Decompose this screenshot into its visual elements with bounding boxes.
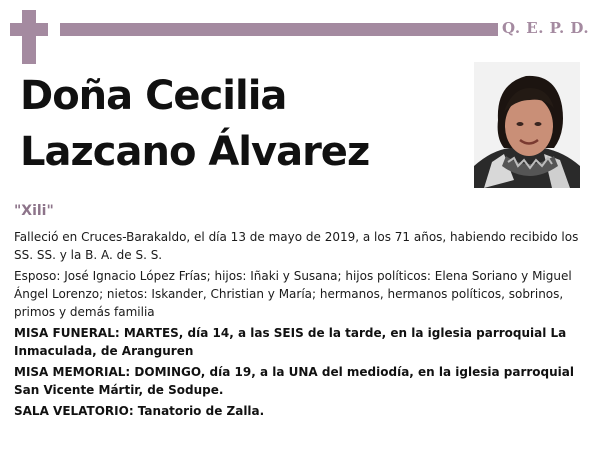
portrait-photo — [474, 62, 580, 188]
death-notice-paragraph: Falleció en Cruces-Barakaldo, el día 13 de mayo de 2019, a los 71 años, habiendo recibido los SS. SS. y la B. A. de S. S. — [14, 230, 579, 262]
nickname: "Xili" — [14, 203, 54, 219]
portrait-image — [474, 62, 580, 188]
deceased-name — [20, 68, 369, 180]
obituary-body — [14, 228, 586, 423]
funeral-mass-paragraph: MISA FUNERAL: MARTES, día 14, a las SEIS de la tarde, en la iglesia parroquial La Inmaculada, de Aranguren — [14, 326, 567, 358]
header-rule — [60, 23, 498, 36]
family-paragraph: Esposo: José Ignacio López Frías; hijos: Iñaki y Susana; hijos políticos: Elena Soriano y Miguel Ángel Lorenzo; nietos: Iskander, Christian y María; hermanos, hermanos políticos, sobrinos, primos y demás familia — [14, 269, 572, 319]
cross-vertical-bar — [22, 10, 36, 64]
cross-horizontal-bar — [10, 23, 48, 36]
name-line-2: Lazcano Álvarez — [20, 129, 370, 175]
wake-room-paragraph: SALA VELATORIO: Tanatorio de Zalla. — [14, 404, 265, 418]
name-line-1: Doña Cecilia — [20, 73, 287, 119]
qepd-label: Q. E. P. D. — [502, 19, 590, 37]
memorial-mass-paragraph: MISA MEMORIAL: DOMINGO, día 19, a la UNA del mediodía, en la iglesia parroquial San Vicente Mártir, de Sodupe. — [14, 365, 574, 397]
